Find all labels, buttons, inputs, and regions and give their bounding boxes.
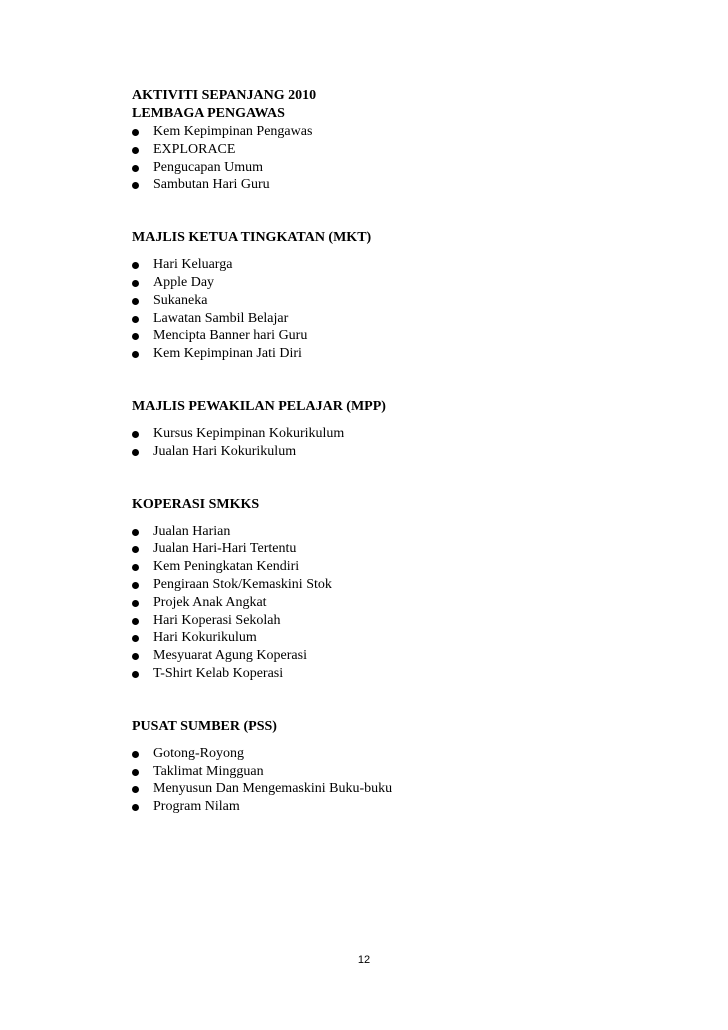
- bullet-icon: [132, 280, 139, 287]
- list-item: Jualan Hari Kokurikulum: [132, 443, 692, 461]
- bullet-icon: [132, 582, 139, 589]
- list-item: T-Shirt Kelab Koperasi: [132, 665, 692, 683]
- list-item: Pengiraan Stok/Kemaskini Stok: [132, 576, 692, 594]
- list-item: Pengucapan Umum: [132, 159, 692, 177]
- bullet-icon: [132, 316, 139, 323]
- section-list: [132, 256, 692, 363]
- list-item: Program Nilam: [132, 798, 692, 816]
- bullet-icon: [132, 529, 139, 536]
- section-heading: LEMBAGA PENGAWAS: [132, 106, 285, 121]
- list-item: Jualan Harian: [132, 523, 692, 541]
- bullet-icon: [132, 333, 139, 340]
- section-list: [132, 123, 692, 194]
- list-item: Projek Anak Angkat: [132, 594, 692, 612]
- bullet-icon: [132, 431, 139, 438]
- list-item: Hari Keluarga: [132, 256, 692, 274]
- list-item: Menyusun Dan Mengemaskini Buku-buku: [132, 780, 692, 798]
- list-item: Kem Kepimpinan Pengawas: [132, 123, 692, 141]
- section-list: [132, 745, 692, 816]
- list-item: Hari Koperasi Sekolah: [132, 612, 692, 630]
- list-item: Mesyuarat Agung Koperasi: [132, 647, 692, 665]
- list-item: Apple Day: [132, 274, 692, 292]
- section-list: [132, 523, 692, 683]
- bullet-icon: [132, 351, 139, 358]
- section-heading: MAJLIS KETUA TINGKATAN (MKT): [132, 230, 372, 246]
- bullet-icon: [132, 653, 139, 660]
- bullet-icon: [132, 449, 139, 456]
- bullet-icon: [132, 786, 139, 793]
- bullet-icon: [132, 804, 139, 811]
- section-heading: PUSAT SUMBER (PSS): [132, 718, 277, 734]
- bullet-icon: [132, 298, 139, 305]
- list-item: Sukaneka: [132, 292, 692, 310]
- bullet-icon: [132, 262, 139, 269]
- document-body: [132, 87, 692, 816]
- list-item: Gotong-Royong: [132, 745, 692, 763]
- bullet-icon: [132, 618, 139, 625]
- bullet-icon: [132, 564, 139, 571]
- list-item: Mencipta Banner hari Guru: [132, 327, 692, 345]
- list-item: Lawatan Sambil Belajar: [132, 310, 692, 328]
- bullet-icon: [132, 129, 139, 136]
- list-item: Kem Kepimpinan Jati Diri: [132, 345, 692, 363]
- list-item: Taklimat Mingguan: [132, 763, 692, 781]
- bullet-icon: [132, 546, 139, 553]
- list-item: Hari Kokurikulum: [132, 629, 692, 647]
- list-item: Kursus Kepimpinan Kokurikulum: [132, 425, 692, 443]
- document-title: AKTIVITI SEPANJANG 2010: [132, 88, 317, 103]
- bullet-icon: [132, 751, 139, 758]
- section-heading: MAJLIS PEWAKILAN PELAJAR (MPP): [132, 398, 386, 414]
- section-heading: KOPERASI SMKKS: [132, 496, 260, 512]
- bullet-icon: [132, 165, 139, 172]
- bullet-icon: [132, 635, 139, 642]
- section-list: [132, 425, 692, 461]
- list-item: EXPLORACE: [132, 141, 692, 159]
- bullet-icon: [132, 600, 139, 607]
- bullet-icon: [132, 147, 139, 154]
- list-item: Jualan Hari-Hari Tertentu: [132, 540, 692, 558]
- list-item: Kem Peningkatan Kendiri: [132, 558, 692, 576]
- page-number: 12: [357, 954, 371, 966]
- bullet-icon: [132, 671, 139, 678]
- list-item: Sambutan Hari Guru: [132, 176, 692, 194]
- bullet-icon: [132, 182, 139, 189]
- bullet-icon: [132, 769, 139, 776]
